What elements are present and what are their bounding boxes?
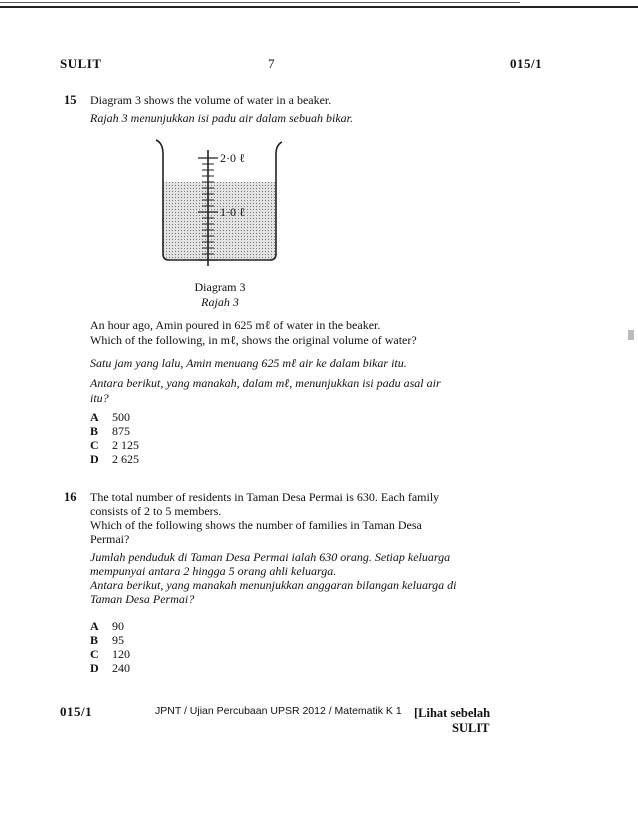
option-letter: A (90, 410, 99, 424)
q16-ms-1: Jumlah penduduk di Taman Desa Permai ialah 630 orang. Setiap keluarga (90, 550, 451, 564)
q16-ms-3: Antara berikut, yang manakah menunjukkan anggaran bilangan keluarga di (90, 578, 457, 592)
diagram-caption-en: Diagram 3 (194, 280, 246, 294)
option-value: 90 (112, 619, 124, 633)
diagram-caption-ms: Rajah 3 (201, 295, 239, 309)
header-sulit: SULIT (60, 56, 102, 71)
option-value: 120 (112, 647, 130, 661)
q15-body-en-2: Which of the following, in mℓ, shows the original volume of water? (90, 333, 417, 347)
q15-body-ms-3: itu? (90, 391, 109, 405)
question-15-number: 15 (64, 93, 77, 107)
q16-en-1: The total number of residents in Taman Desa Permai is 630. Each family (90, 490, 440, 504)
option-letter: C (90, 647, 99, 661)
question-16-number: 16 (64, 490, 77, 504)
option-value: 95 (112, 633, 124, 647)
scan-margin-mark (628, 330, 634, 340)
option-letter: D (90, 452, 99, 466)
option-letter: C (90, 438, 99, 452)
q16-en-4: Permai? (90, 532, 130, 546)
q16-option-d[interactable] (90, 661, 210, 677)
option-value: 500 (112, 410, 130, 424)
top-edge-line (0, 2, 520, 3)
q16-ms-4: Taman Desa Permai? (90, 592, 195, 606)
footer-code: 015/1 (60, 704, 93, 719)
footer-exam-title: JPNT / Ujian Percubaan UPSR 2012 / Matematik K 1 (155, 705, 402, 717)
footer-turn-over: [Lihat sebelah (414, 706, 491, 720)
q16-ms-2: mempunyai antara 2 hingga 5 orang ahli keluarga. (90, 564, 337, 578)
option-value: 875 (112, 424, 130, 438)
q15-body-en-1: An hour ago, Amin poured in 625 mℓ of water in the beaker. (90, 318, 381, 332)
option-value: 240 (112, 661, 130, 675)
q15-intro-ms: Rajah 3 menunjukkan isi padu air dalam sebuah bikar. (90, 111, 353, 125)
option-letter: A (90, 619, 99, 633)
footer-sulit: SULIT (452, 721, 490, 735)
scale-label-2-litre: 2·0 ℓ (220, 151, 245, 165)
option-letter: B (90, 633, 99, 647)
page-number: 7 (268, 56, 275, 71)
top-border-line (0, 6, 638, 8)
option-value: 2 625 (112, 452, 139, 466)
scale-label-1-litre: 1·0 ℓ (220, 205, 245, 219)
water (163, 182, 276, 259)
q16-en-2: consists of 2 to 5 members. (90, 504, 222, 518)
option-letter: D (90, 661, 99, 675)
q15-option-d[interactable] (90, 452, 210, 468)
option-letter: B (90, 424, 99, 438)
q16-en-3: Which of the following shows the number of families in Taman Desa (90, 518, 422, 532)
q15-intro-en: Diagram 3 shows the volume of water in a beaker. (90, 93, 332, 107)
q15-body-ms-1: Satu jam yang lalu, Amin menuang 625 mℓ air ke dalam bikar itu. (90, 356, 407, 370)
option-value: 2 125 (112, 438, 139, 452)
header-code: 015/1 (510, 56, 543, 71)
q15-body-ms-2: Antara berikut, yang manakah, dalam mℓ, menunjukkan isi padu asal air (90, 376, 441, 390)
